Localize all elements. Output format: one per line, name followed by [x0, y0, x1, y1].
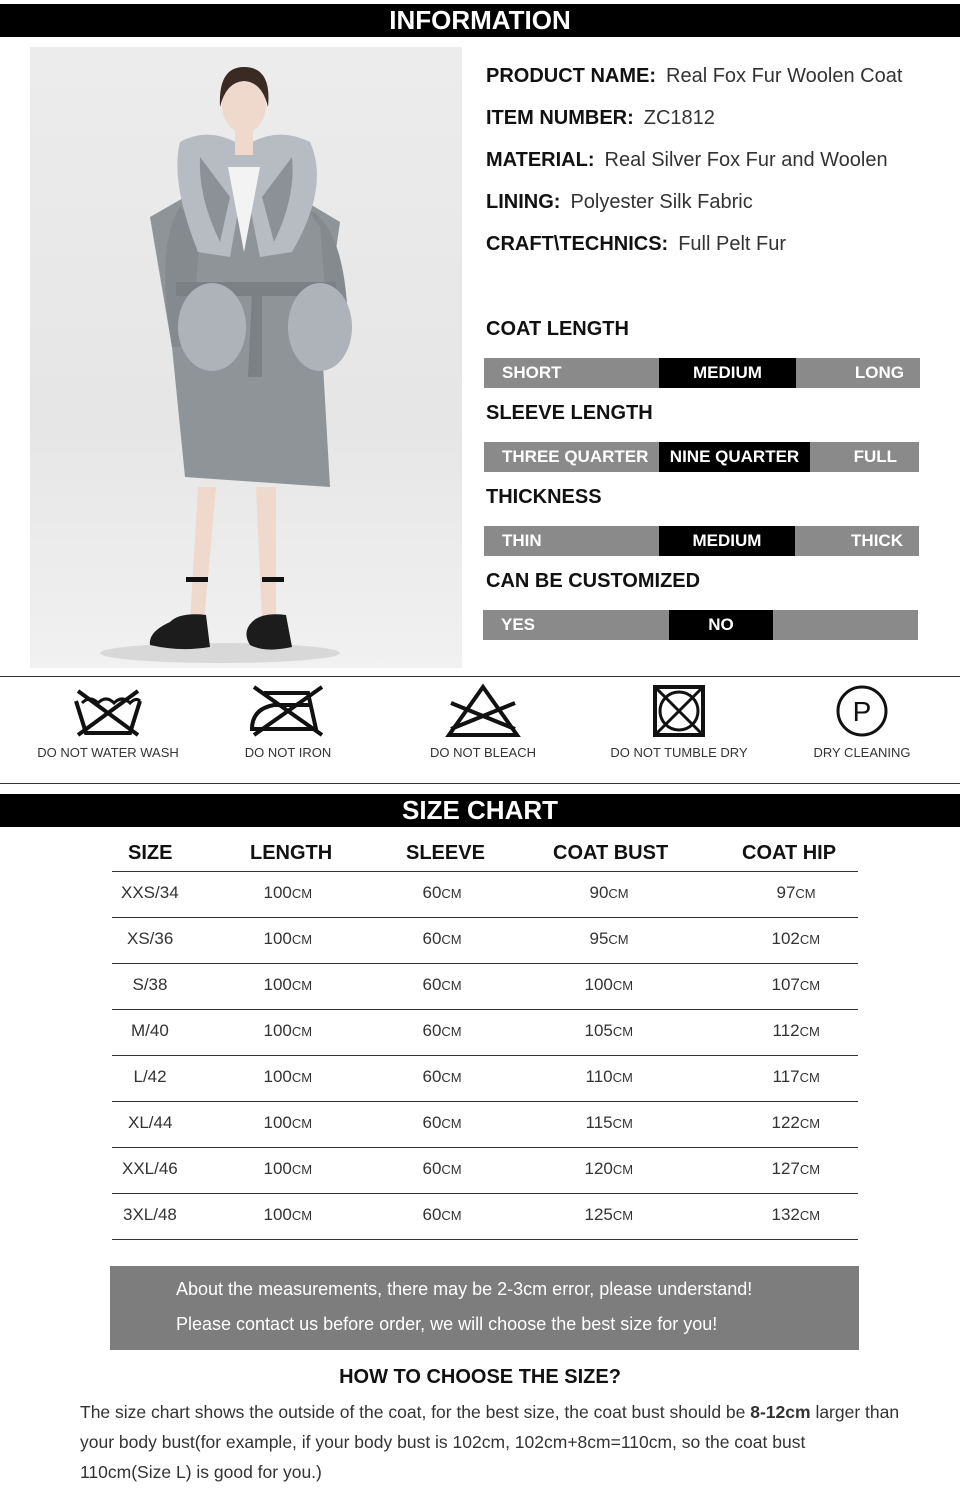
no-bleach-icon — [445, 683, 521, 739]
cell-value: 115 — [585, 1113, 613, 1132]
cell-unit: CM — [441, 1208, 462, 1223]
sleeve-length-bar — [484, 442, 919, 472]
cell-unit: CM — [441, 978, 462, 993]
thickness-medium: MEDIUM — [659, 526, 795, 556]
cell-value: 100 — [263, 1159, 292, 1178]
cell-value: XS/36 — [127, 929, 174, 948]
information-header: INFORMATION — [0, 4, 960, 37]
care-top-divider — [0, 676, 960, 677]
size-table-header — [112, 838, 858, 872]
cell-value: XXS/34 — [121, 883, 179, 902]
table-cell — [264, 1205, 313, 1225]
how-to-text-end: larger than your body bust(for example, if your body bust is 102cm, 102cm+8cm=110cm, so the coat bust 110cm(Size L) is good for you.) — [80, 1402, 900, 1482]
table-cell — [777, 883, 816, 903]
table-cell — [773, 1067, 820, 1087]
table-cell — [772, 1205, 821, 1225]
care-item-water-wash — [28, 683, 188, 760]
care-label-water-wash: DO NOT WATER WASH — [37, 745, 179, 760]
thickness-title: THICKNESS — [486, 486, 602, 508]
cell-unit: CM — [291, 1070, 313, 1085]
care-item-dry-clean — [800, 683, 924, 760]
cell-unit: CM — [291, 1024, 313, 1039]
cell-unit: CM — [799, 978, 821, 993]
cell-unit: CM — [799, 932, 821, 947]
lining-value: Polyester Silk Fabric — [570, 191, 753, 213]
cell-value: S/38 — [132, 975, 168, 994]
note-line-2: Please contact us before order, we will choose the best size for you! — [176, 1314, 718, 1334]
table-row — [112, 1148, 858, 1194]
coat-length-title: COAT LENGTH — [486, 318, 629, 340]
table-cell — [131, 1021, 169, 1041]
table-cell — [264, 1159, 313, 1179]
table-cell — [772, 929, 821, 949]
material-label: MATERIAL: — [486, 149, 595, 171]
cell-unit: CM — [291, 1162, 313, 1177]
header-coat-bust: COAT BUST — [553, 842, 669, 864]
no-tumble-dry-icon — [651, 683, 707, 739]
material-row — [486, 149, 888, 172]
table-cell — [264, 883, 313, 903]
how-to-text-bold: 8-12cm — [750, 1402, 811, 1422]
cell-value: 120 — [584, 1159, 613, 1178]
table-cell — [133, 975, 168, 995]
table-cell — [128, 1113, 172, 1133]
coat-length-bar — [484, 358, 920, 388]
measurement-note — [110, 1266, 859, 1350]
cell-unit: CM — [441, 1070, 462, 1085]
care-item-bleach — [408, 683, 558, 760]
table-row — [112, 1010, 858, 1056]
sleeve-full: FULL — [853, 447, 897, 466]
cell-unit: CM — [291, 1116, 313, 1131]
sleeve-nine-quarter: NINE QUARTER — [659, 442, 810, 472]
table-cell — [423, 883, 462, 903]
cell-unit: CM — [799, 1162, 821, 1177]
header-length: LENGTH — [250, 842, 333, 864]
cell-unit: CM — [612, 978, 634, 993]
thickness-thin: THIN — [502, 531, 542, 550]
size-chart-header: SIZE CHART — [0, 794, 960, 827]
table-cell — [423, 929, 462, 949]
product-name-row — [486, 65, 902, 88]
cell-value: 100 — [263, 1067, 292, 1086]
header-sleeve: SLEEVE — [406, 842, 485, 864]
table-row — [112, 1102, 858, 1148]
table-row — [112, 918, 858, 964]
cell-value: 100 — [263, 929, 292, 948]
cell-unit: CM — [441, 1024, 462, 1039]
cell-unit: CM — [799, 1116, 821, 1131]
table-row — [112, 964, 858, 1010]
table-cell — [264, 1113, 313, 1133]
cell-value: 100 — [263, 975, 292, 994]
cell-value: 125 — [584, 1205, 613, 1224]
table-cell — [264, 1021, 313, 1041]
table-cell — [122, 1159, 178, 1179]
header-size: SIZE — [128, 842, 173, 864]
cell-value: 60 — [422, 1205, 442, 1224]
table-cell — [772, 1113, 821, 1133]
sleeve-three-quarter: THREE QUARTER — [502, 447, 649, 466]
cell-unit: CM — [799, 1070, 820, 1085]
item-number-label: ITEM NUMBER: — [486, 107, 634, 129]
table-cell — [127, 929, 173, 949]
table-cell — [773, 1021, 820, 1041]
cell-unit: CM — [441, 932, 462, 947]
care-label-dry-clean: DRY CLEANING — [813, 745, 911, 760]
coat-length-medium: MEDIUM — [659, 358, 796, 388]
cell-value: 100 — [584, 975, 613, 994]
cell-value: XL/44 — [128, 1113, 173, 1132]
table-cell — [264, 1067, 313, 1087]
cell-value: L/42 — [133, 1067, 167, 1086]
table-cell — [585, 1205, 634, 1225]
no-iron-icon — [246, 683, 330, 739]
cell-value: 60 — [422, 1021, 442, 1040]
cell-value: 60 — [422, 975, 442, 994]
table-cell — [423, 1205, 462, 1225]
item-number-value: ZC1812 — [643, 107, 715, 129]
cell-unit: CM — [799, 1208, 821, 1223]
size-table — [112, 838, 858, 1240]
material-value: Real Silver Fox Fur and Woolen — [604, 149, 888, 171]
table-cell — [772, 1159, 821, 1179]
care-label-bleach: DO NOT BLEACH — [430, 745, 536, 760]
how-to-text — [80, 1397, 900, 1487]
care-item-tumble-dry — [601, 683, 757, 760]
cell-value: 127 — [771, 1159, 800, 1178]
lining-row — [486, 191, 753, 214]
table-cell — [264, 929, 313, 949]
size-table-body — [112, 872, 858, 1240]
cell-value: 60 — [422, 1113, 442, 1132]
dry-clean-icon — [834, 683, 890, 739]
cell-unit: CM — [291, 978, 313, 993]
craft-value: Full Pelt Fur — [678, 233, 787, 255]
cell-unit: CM — [291, 932, 313, 947]
table-cell — [585, 975, 634, 995]
how-to-title: HOW TO CHOOSE THE SIZE? — [339, 1366, 621, 1388]
table-cell — [423, 1159, 462, 1179]
cell-value: 60 — [422, 1067, 442, 1086]
cell-value: 110 — [585, 1067, 613, 1086]
table-cell — [121, 883, 179, 903]
cell-value: 112 — [772, 1021, 800, 1040]
cell-unit: CM — [291, 1208, 313, 1223]
cell-unit: CM — [441, 886, 462, 901]
cell-unit: CM — [608, 886, 629, 901]
product-name-value: Real Fox Fur Woolen Coat — [666, 65, 903, 87]
cell-unit: CM — [795, 886, 816, 901]
table-row — [112, 1056, 858, 1102]
cell-unit: CM — [799, 1024, 820, 1039]
table-cell — [423, 1021, 462, 1041]
cell-value: 60 — [422, 1159, 442, 1178]
coat-length-short: SHORT — [502, 363, 562, 382]
care-item-iron — [213, 683, 363, 760]
model-coat-illustration — [30, 47, 462, 668]
product-name-label: PRODUCT NAME: — [486, 65, 656, 87]
table-row — [112, 1194, 858, 1240]
no-water-wash-icon — [72, 683, 144, 739]
craft-row — [486, 233, 786, 256]
cell-value: 105 — [584, 1021, 613, 1040]
table-cell — [123, 1205, 177, 1225]
cell-value: 60 — [422, 929, 442, 948]
table-cell — [586, 1113, 633, 1133]
cell-value: 102 — [771, 929, 800, 948]
header-coat-hip: COAT HIP — [742, 842, 837, 864]
table-cell — [772, 975, 821, 995]
dry-clean-glyph: P — [852, 696, 872, 727]
table-cell — [585, 1021, 634, 1041]
table-cell — [590, 929, 629, 949]
cell-value: 100 — [263, 1205, 292, 1224]
cell-value: 3XL/48 — [123, 1205, 177, 1224]
cell-value: 60 — [422, 883, 442, 902]
table-cell — [134, 1067, 167, 1087]
cell-value: M/40 — [131, 1021, 169, 1040]
thickness-bar — [484, 526, 919, 556]
cell-value: 95 — [589, 929, 609, 948]
table-cell — [423, 1113, 462, 1133]
cell-unit: CM — [441, 1116, 462, 1131]
care-bottom-divider — [0, 783, 960, 784]
product-photo — [30, 47, 462, 668]
note-line-1: About the measurements, there may be 2-3cm error, please understand! — [176, 1279, 753, 1299]
cell-value: XXL/46 — [122, 1159, 178, 1178]
care-label-iron: DO NOT IRON — [244, 745, 332, 760]
table-cell — [423, 1067, 462, 1087]
craft-label: CRAFT\TECHNICS: — [486, 233, 669, 255]
thickness-thick: THICK — [851, 531, 903, 550]
cell-unit: CM — [441, 1162, 462, 1177]
cell-value: 97 — [776, 883, 796, 902]
lining-label: LINING: — [486, 191, 561, 213]
cell-unit: CM — [291, 886, 313, 901]
customized-yes: YES — [501, 615, 536, 634]
cell-unit: CM — [612, 1162, 634, 1177]
coat-length-long: LONG — [854, 363, 904, 382]
table-cell — [585, 1159, 634, 1179]
cell-unit: CM — [612, 1070, 633, 1085]
cell-unit: CM — [612, 1208, 634, 1223]
cell-value: 107 — [771, 975, 800, 994]
customized-title: CAN BE CUSTOMIZED — [486, 570, 701, 592]
cell-value: 100 — [263, 883, 292, 902]
cell-value: 132 — [771, 1205, 800, 1224]
cell-value: 100 — [263, 1021, 292, 1040]
cell-value: 90 — [589, 883, 609, 902]
cell-unit: CM — [612, 1116, 633, 1131]
cell-unit: CM — [612, 1024, 634, 1039]
customized-no: NO — [669, 610, 773, 640]
table-cell — [423, 975, 462, 995]
how-to-text-start: The size chart shows the outside of the coat, for the best size, the coat bust should be — [80, 1402, 751, 1422]
table-cell — [586, 1067, 633, 1087]
item-number-row — [486, 107, 715, 130]
table-cell — [264, 975, 313, 995]
cell-unit: CM — [608, 932, 629, 947]
table-row — [112, 872, 858, 918]
cell-value: 117 — [772, 1067, 800, 1086]
cell-value: 100 — [263, 1113, 292, 1132]
table-cell — [590, 883, 629, 903]
sleeve-length-title: SLEEVE LENGTH — [486, 402, 653, 424]
customized-bar — [483, 610, 918, 640]
cell-value: 122 — [771, 1113, 800, 1132]
care-label-tumble-dry: DO NOT TUMBLE DRY — [610, 745, 748, 760]
